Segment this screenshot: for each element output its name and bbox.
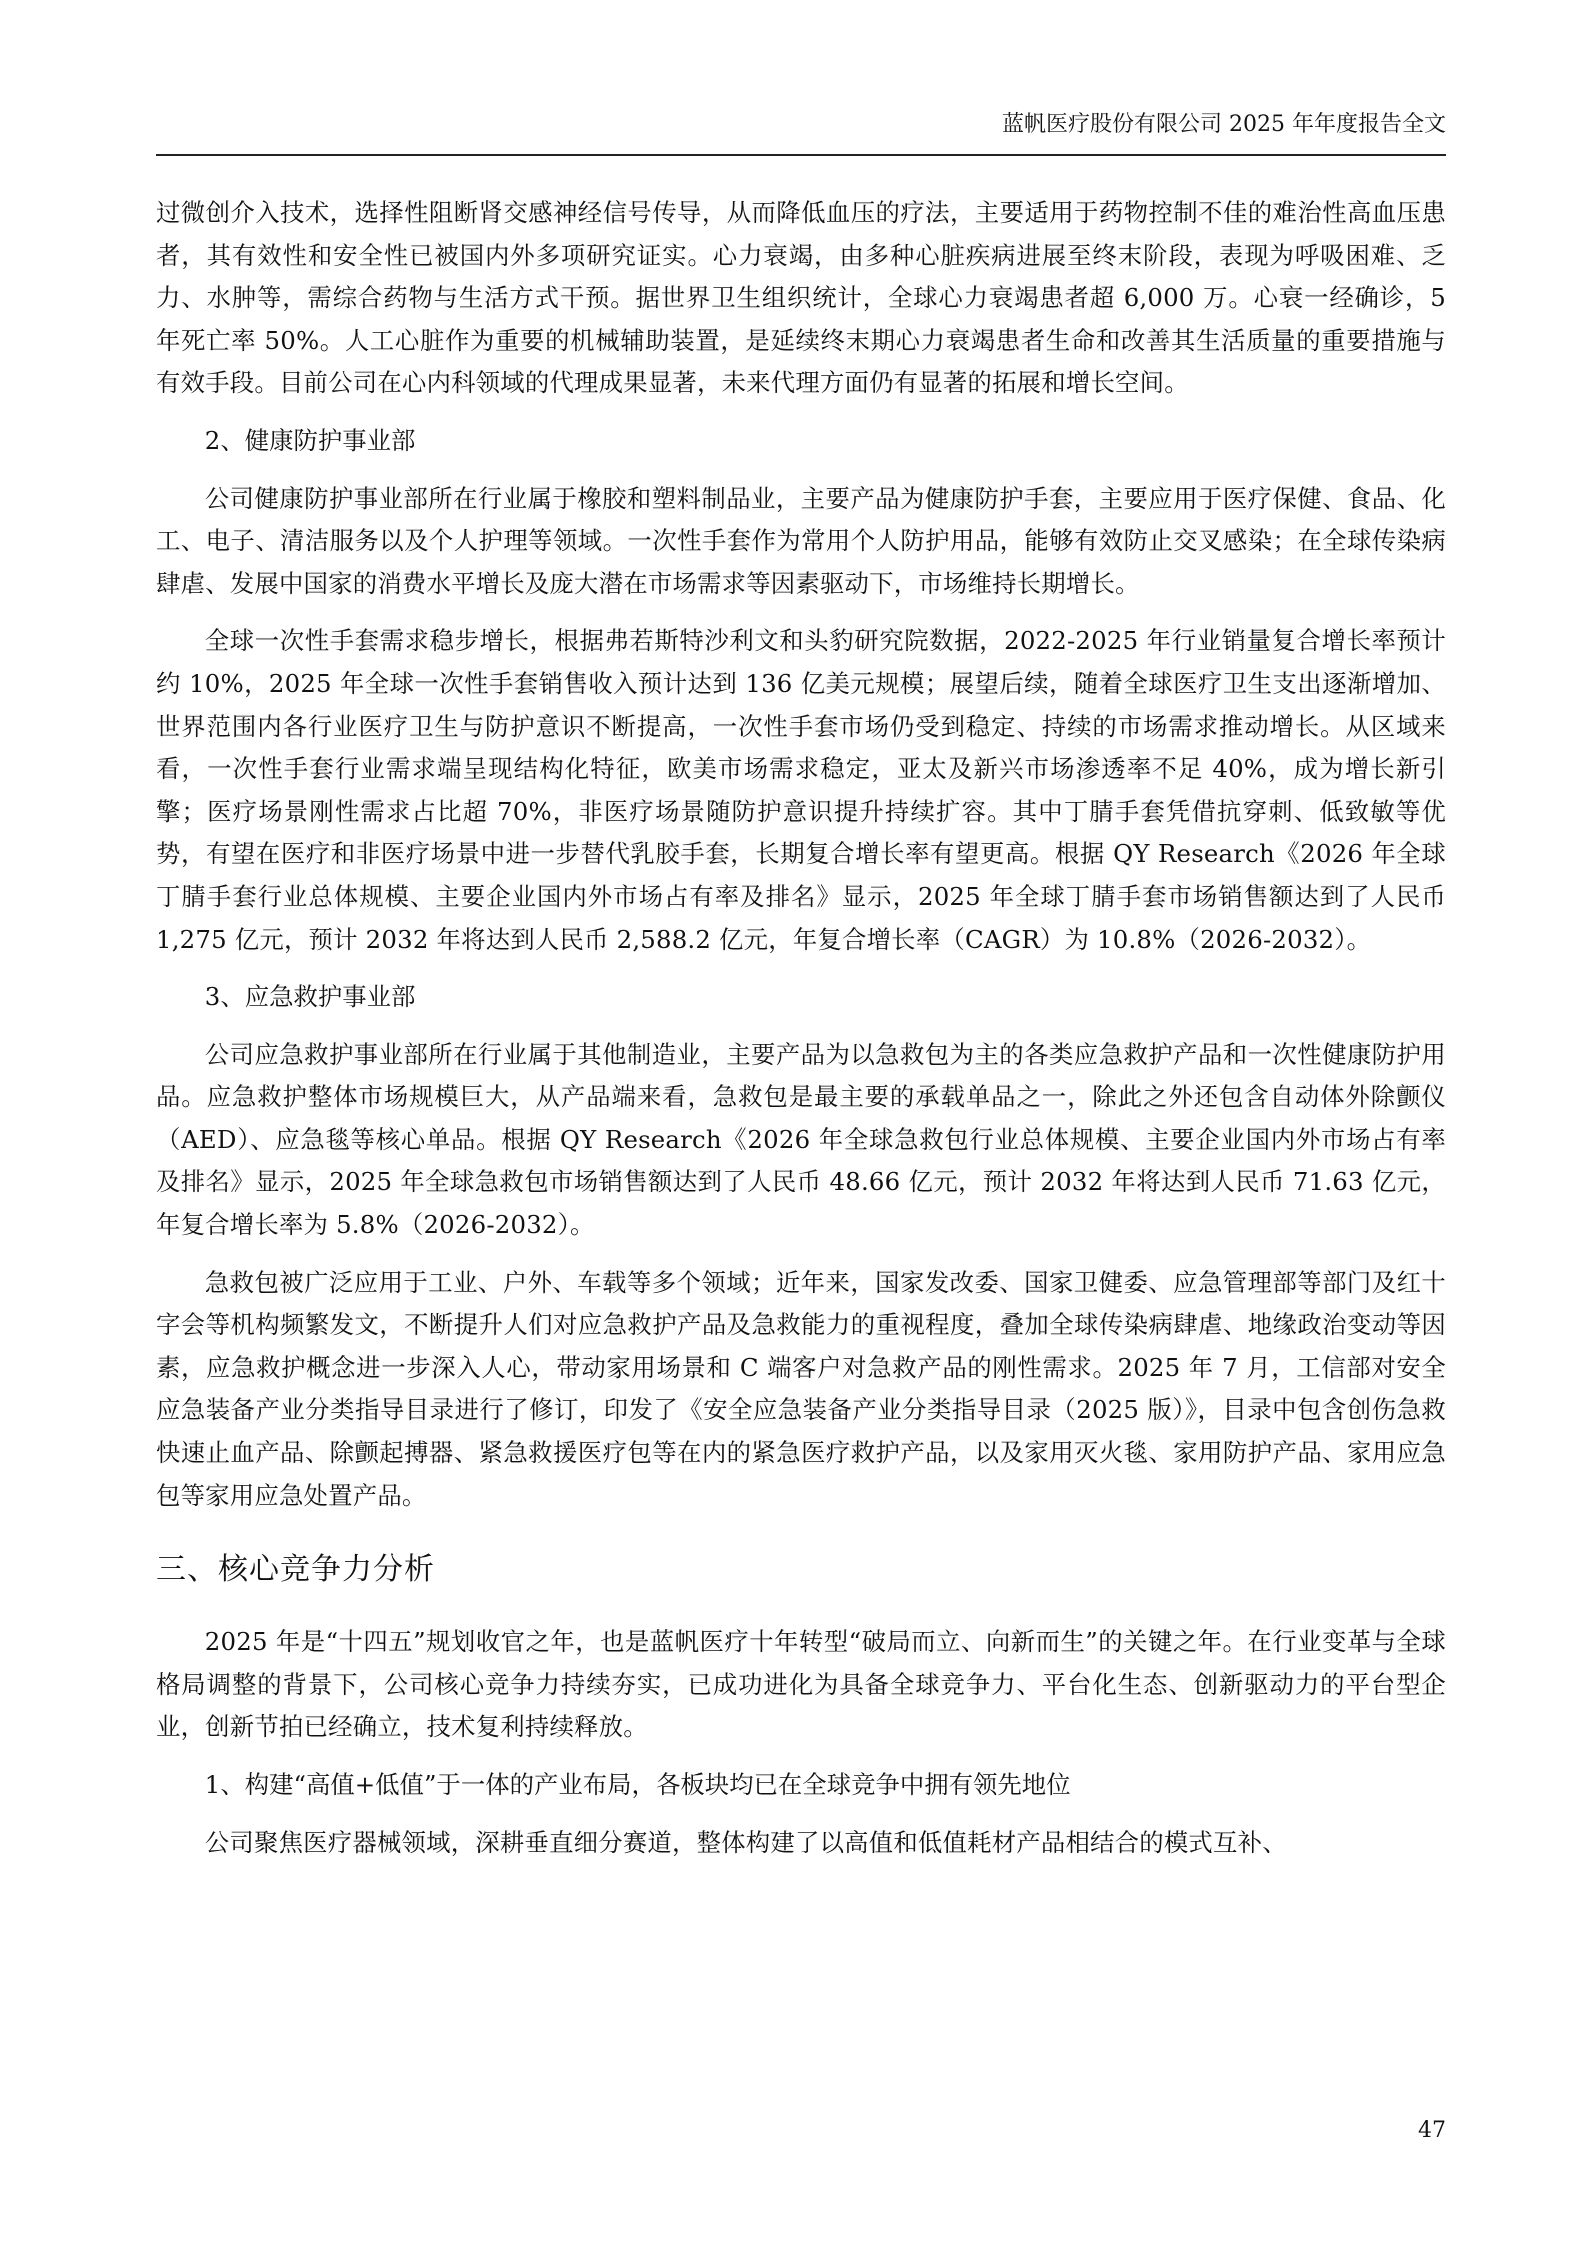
paragraph-industry-layout: 公司聚焦医疗器械领域，深耕垂直细分赛道，整体构建了以高值和低值耗材产品相结合的模式互补、 — [204, 1827, 1287, 1857]
paragraph-health-protection: 公司健康防护事业部所在行业属于橡胶和塑料制品业，主要产品为健康防护手套，主要应用于医疗保健、食品、化工、电子、清洁服务以及个人护理等领域。一次性手套作为常用个人防护用品，能够有效防止交叉感染；在全球传染病肆虐、发展中国家的消费水平增长及庞大潜在市场需求等因素驱动下，市场维持长期增长。 — [156, 483, 1446, 598]
page-header — [156, 108, 1446, 156]
subheading-health-protection: 2、健康防护事业部 — [204, 425, 416, 455]
paragraph-heart-failure: 过微创介入技术，选择性阻断肾交感神经信号传导，从而降低血压的疗法，主要适用于药物控制不佳的难治性高血压患者，其有效性和安全性已被国内外多项研究证实。心力衰竭，由多种心脏疾病进展至终末阶段，表现为呼吸困难、乏力、水肿等，需综合药物与生活方式干预。据世界卫生组织统计，全球心力衰竭患者超 6,000 万。心衰一经确诊，5 年死亡率 50%。人工心脏作为重要的机械辅助装置，是延续终末期心力衰竭患者生命和改善其生活质量的重要措施与有效手段。目前公司在心内科领域的代理成果显著，未来代理方面仍有显著的拓展和增长空间。 — [156, 198, 1446, 398]
paragraph-emergency-rescue: 公司应急救护事业部所在行业属于其他制造业，主要产品为以急救包为主的各类应急救护产品和一次性健康防护用品。应急救护整体市场规模巨大，从产品端来看，急救包是最主要的承载单品之一，除此之外还包含自动体外除颤仪（AED）、应急毯等核心单品。根据 QY Research《2026 年全球急救包行业总体规模、主要企业国内外市场占有率及排名》显示，2025 年全球急救包市场销售额达到了人民币 48.66 亿元，预计 2032 年将达到人民币 71.63 亿元，年复合增长率为 5.8%（2026-2032）。 — [156, 1039, 1446, 1240]
page-content — [156, 192, 1446, 1879]
subheading-emergency-rescue: 3、应急救护事业部 — [204, 982, 416, 1012]
page-number: 47 — [1418, 2118, 1446, 2143]
paragraph-first-aid-kit: 急救包被广泛应用于工业、户外、车载等多个领域；近年来，国家发改委、国家卫健委、应急管理部等部门及红十字会等机构频繁发文，不断提升人们对应急救护产品及急救能力的重视程度，叠加全球传染病肆虐、地缘政治变动等因素，应急救护概念进一步深入人心，带动家用场景和 C 端客户对急救产品的刚性需求。2025 年 7 月，工信部对安全应急装备产业分类指导目录进行了修订，印发了《安全应急装备产业分类指导目录（2025 版）》，目录中包含创伤急救快速止血产品、除颤起搏器、紧急救援医疗包等在内的紧急医疗救护产品，以及家用灭火毯、家用防护产品、家用应急包等家用应急处置产品。 — [156, 1267, 1446, 1510]
paragraph-core-competitiveness: 2025 年是“十四五”规划收官之年，也是蓝帆医疗十年转型“破局而立、向新而生”的关键之年。在行业变革与全球格局调整的背景下，公司核心竞争力持续夯实，已成功进化为具备全球竞争力、平台化生态、创新驱动力的平台型企业，创新节拍已经确立，技术复利持续释放。 — [156, 1627, 1446, 1742]
subheading-industry-layout: 1、构建“高值+低值”于一体的产业布局，各板块均已在全球竞争中拥有领先地位 — [204, 1770, 1071, 1799]
header-title: 蓝帆医疗股份有限公司 2025 年年度报告全文 — [1002, 112, 1446, 137]
paragraph-glove-market: 全球一次性手套需求稳步增长，根据弗若斯特沙利文和头豹研究院数据，2022-2025 年行业销量复合增长率预计约 10%，2025 年全球一次性手套销售收入预计达到 136 亿美元规模；展望后续，随着全球医疗卫生支出逐渐增加、世界范围内各行业医疗卫生与防护意识不断提高，一次性手套市场仍受到稳定、持续的市场需求推动增长。从区域来看，一次性手套行业需求端呈现结构化特征，欧美市场需求稳定，亚太及新兴市场渗透率不足 40%，成为增长新引擎；医疗场景刚性需求占比超 70%，非医疗场景随防护意识提升持续扩容。其中丁腈手套凭借抗穿刺、低致敏等优势，有望在医疗和非医疗场景中进一步替代乳胶手套，长期复合增长率有望更高。根据 QY Research《2026 年全球丁腈手套行业总体规模、主要企业国内外市场占有率及排名》显示，2025 年全球丁腈手套市场销售额达到了人民币 1,275 亿元，预计 2032 年将达到人民币 2,588.2 亿元，年复合增长率（CAGR）为 10.8%（2026-2032）。 — [156, 626, 1446, 954]
section-heading-core-competitiveness: 三、核心竞争力分析 — [156, 1552, 435, 1588]
